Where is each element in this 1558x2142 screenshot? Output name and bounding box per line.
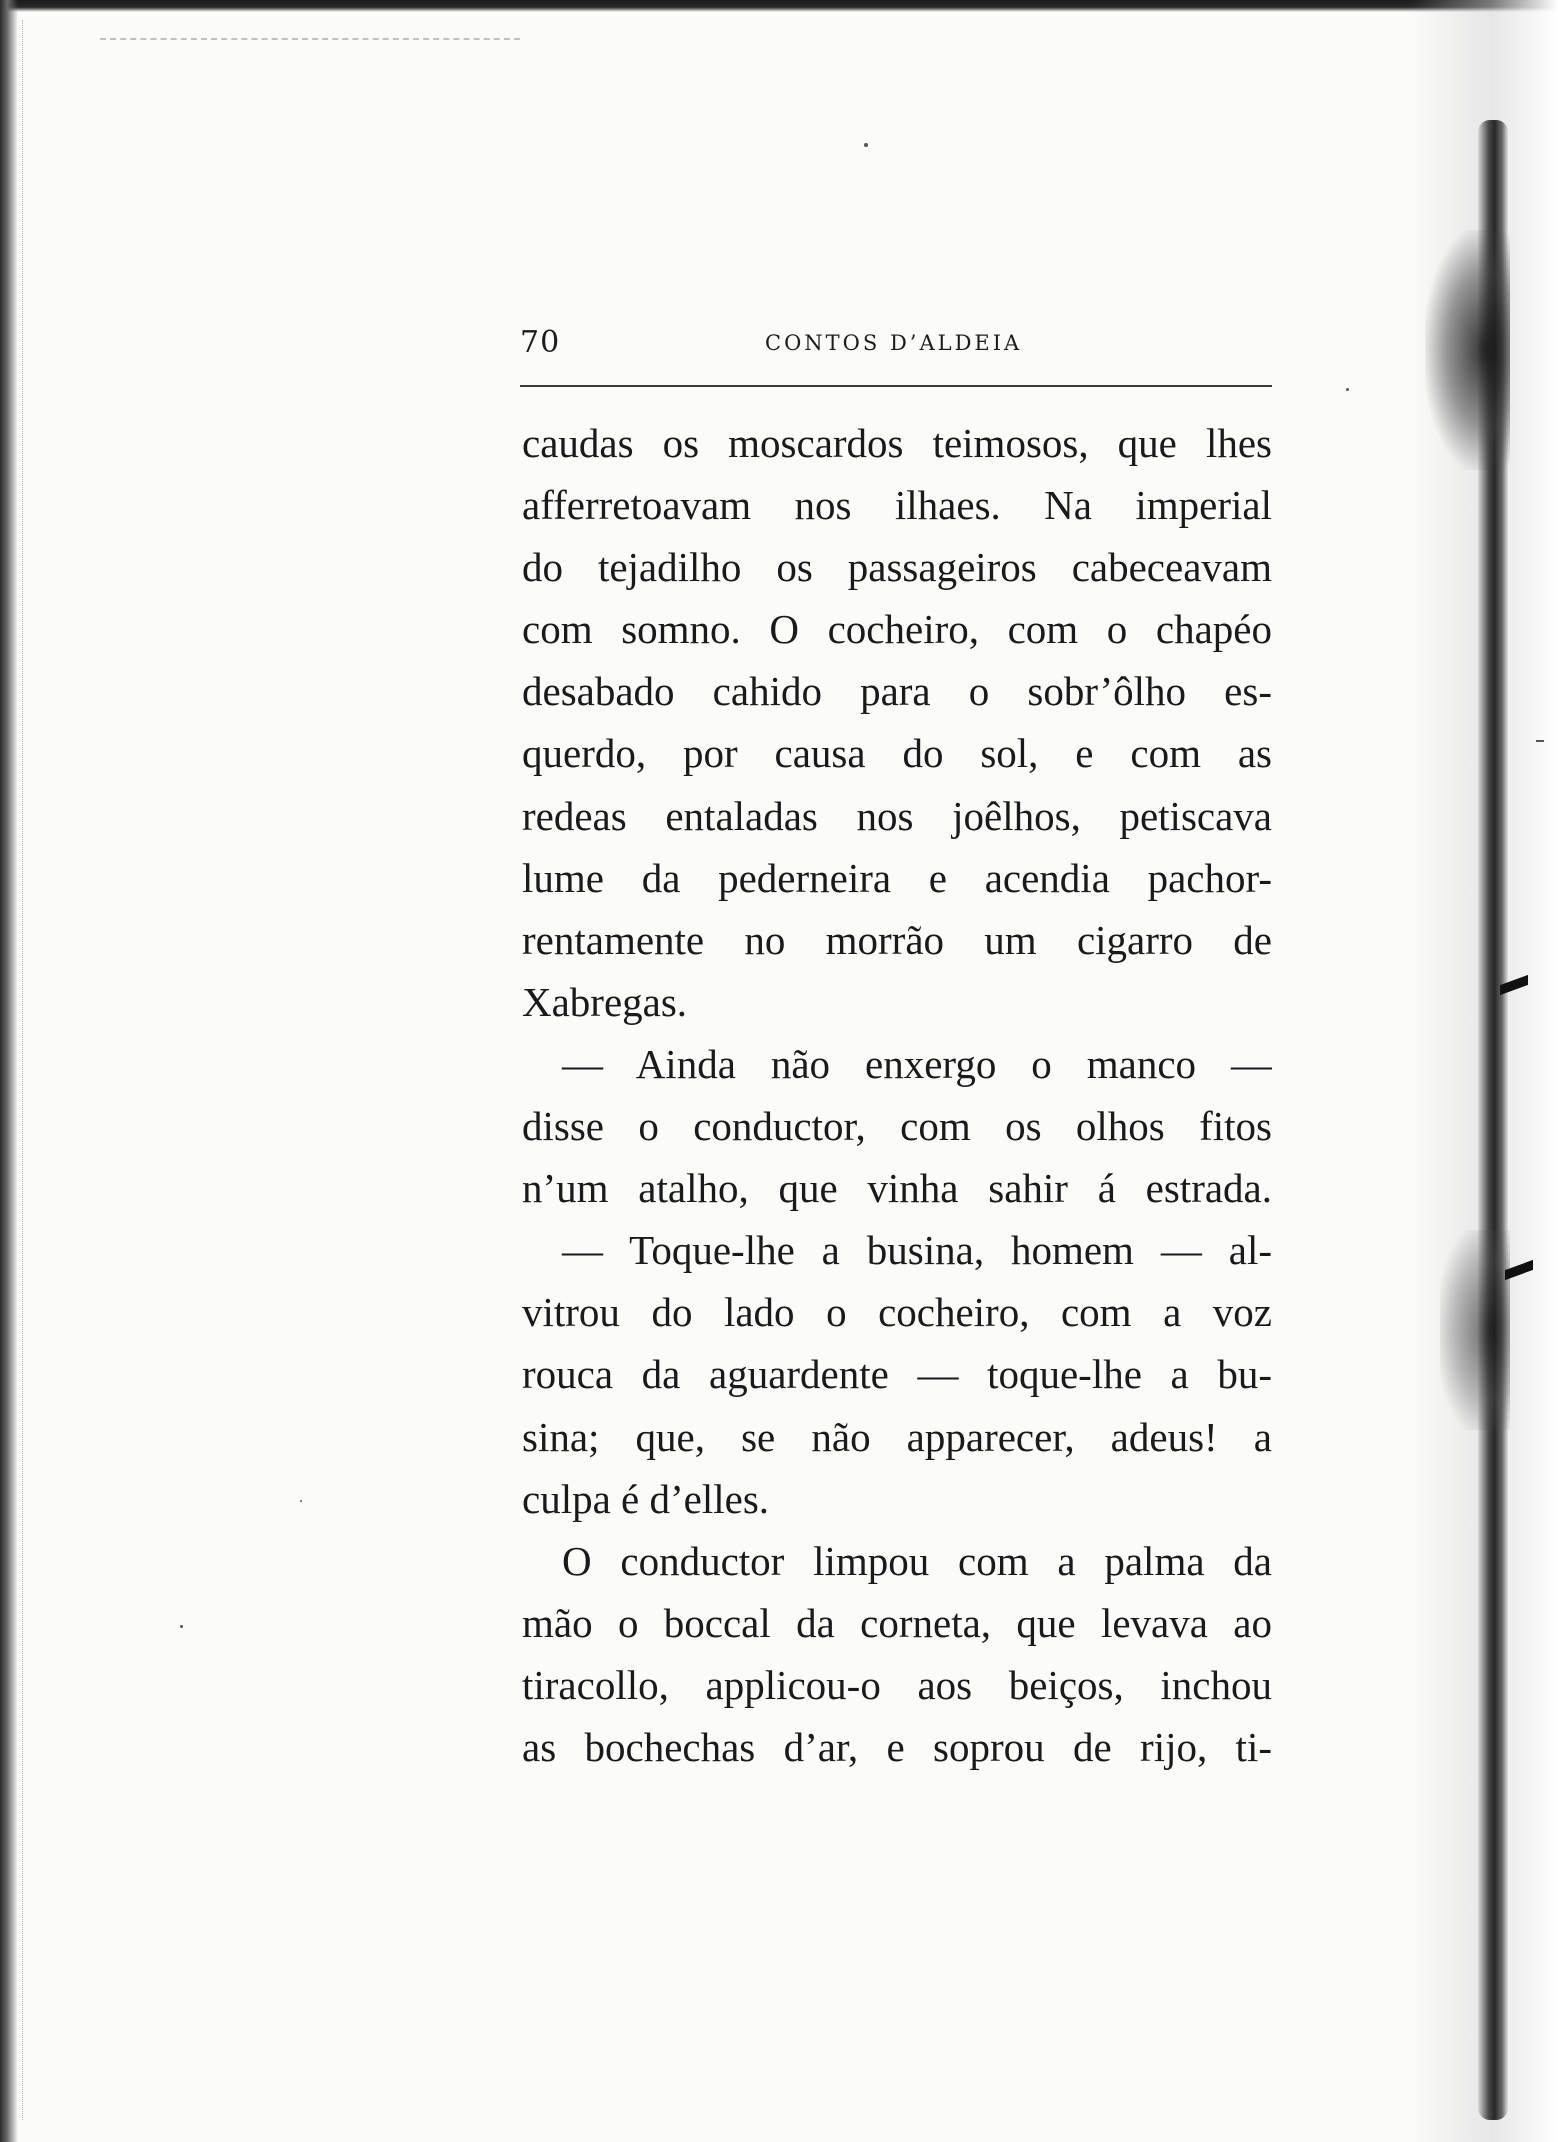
text-line: as bochechas d’ar, e soprou de rijo, ti- <box>522 1723 1272 1770</box>
running-title: CONTOS D’ALDEIA <box>765 331 1023 355</box>
scan-left-edge <box>0 0 18 2142</box>
binding-blot <box>1440 1230 1510 1430</box>
text-line: lume da pederneira e acendia pachor- <box>522 854 1272 901</box>
text-line: — Toque-lhe a busina, homem — al- <box>562 1227 1272 1274</box>
scan-left-dotted <box>22 20 27 2120</box>
running-head <box>520 325 1272 387</box>
text-line: Xabregas. <box>522 978 688 1025</box>
text-line: culpa é d’elles. <box>522 1475 770 1522</box>
text-line: caudas os moscardos teimosos, que lhes <box>522 420 1272 466</box>
text-line: n’um atalho, que vinha sahir á estrada. <box>522 1165 1272 1212</box>
text-line: rouca da aguardente — toque-lhe a bu- <box>522 1351 1272 1398</box>
text-line: desabado cahido para o sobr’ôlho es- <box>522 668 1272 715</box>
binding-blot <box>1425 230 1510 470</box>
text-line: — Ainda não enxergo o manco — <box>562 1040 1272 1087</box>
text-line: tiracollo, applicou-o aos beiços, inchou <box>522 1661 1272 1708</box>
text-line: afferretoavam nos ilhaes. Na imperial <box>522 482 1272 529</box>
dust-speck <box>864 143 868 147</box>
text-line: redeas entaladas nos joêlhos, petiscava <box>522 792 1272 839</box>
dust-speck <box>180 1625 183 1628</box>
page-number: 70 <box>520 325 561 360</box>
text-line: sina; que, se não apparecer, adeus! a <box>522 1413 1272 1460</box>
text-line: rentamente no morrão um cigarro de <box>522 916 1272 963</box>
scan-top-edge <box>0 0 1558 12</box>
dust-speck <box>1346 388 1349 391</box>
dust-speck <box>1536 740 1544 742</box>
text-line: disse o conductor, com os olhos fitos <box>522 1103 1272 1150</box>
text-line: mão o boccal da corneta, que levava ao <box>522 1599 1272 1646</box>
dust-speck <box>300 1500 302 1502</box>
text-line: O conductor limpou com a palma da <box>562 1537 1272 1584</box>
scan-top-dash <box>100 38 520 40</box>
body-text <box>522 412 1272 1778</box>
text-line: com somno. O cocheiro, com o chapéo <box>522 606 1272 653</box>
text-line: vitrou do lado o cocheiro, com a voz <box>522 1289 1272 1336</box>
text-line: do tejadilho os passageiros cabeceavam <box>522 544 1272 591</box>
text-line: querdo, por causa do sol, e com as <box>522 730 1272 777</box>
